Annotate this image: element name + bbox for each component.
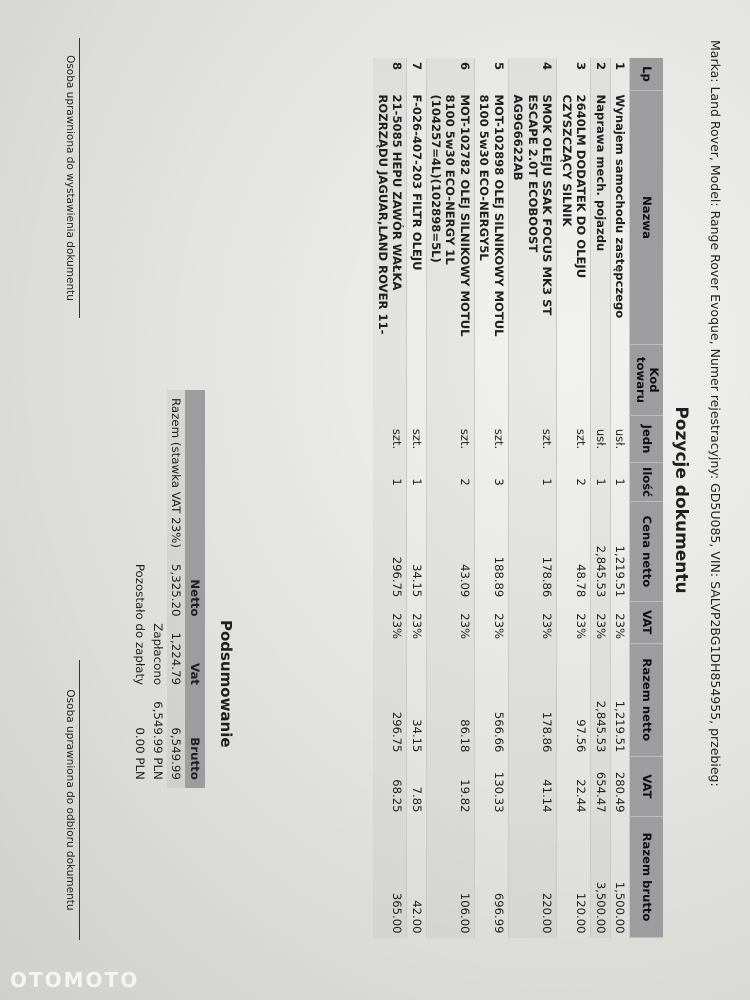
row-jedn: szt. xyxy=(557,416,591,463)
row-razem-brutto: 1,500.00 xyxy=(610,817,629,938)
row-vat: 41.14 xyxy=(508,756,556,816)
row-cena-netto: 2,845.53 xyxy=(591,502,610,602)
pozostalo-label: Pozostało do zapłaty xyxy=(133,563,147,686)
row-ilosc: 1 xyxy=(591,463,610,502)
row-lp: 3 xyxy=(557,58,591,91)
row-lp: 6 xyxy=(426,58,474,91)
row-name: 2640LM DODATEK DO OLEJU CZYSZCZĄCY SILNIK xyxy=(557,91,591,345)
row-lp: 1 xyxy=(610,58,629,91)
table-row xyxy=(591,58,610,938)
positions-table xyxy=(373,58,663,938)
row-razem-netto: 566.66 xyxy=(474,643,508,756)
row-cena-netto: 1,219.51 xyxy=(610,502,629,602)
row-kod xyxy=(508,345,556,416)
row-ilosc: 3 xyxy=(474,463,508,502)
row-cena-netto: 188.89 xyxy=(474,502,508,602)
row-ilosc: 1 xyxy=(407,463,426,502)
row-kod xyxy=(591,345,610,416)
row-razem-brutto: 365.00 xyxy=(373,817,406,938)
row-cena-netto: 43.09 xyxy=(426,502,474,602)
row-razem-netto: 1,219.51 xyxy=(610,643,629,756)
row-razem-netto: 296.75 xyxy=(373,643,406,756)
summary-header-row xyxy=(185,390,205,788)
row-razem-brutto: 696.99 xyxy=(474,817,508,938)
row-jedn: szt. xyxy=(373,416,406,463)
row-vat-rate: 23% xyxy=(373,601,406,643)
row-name: MOT-102782 OLEJ SILNIKOWY MOTUL 8100 5w30 ECO-NERGY 1L (104257=4L)(102898=5L) xyxy=(426,91,474,345)
row-kod xyxy=(426,345,474,416)
positions-header-row xyxy=(630,58,663,938)
row-name: MOT-102898 OLEJ SILNIKOWY MOTUL 8100 5w30 ECO-NERGY5L xyxy=(474,91,508,345)
row-jedn: usł. xyxy=(610,416,629,463)
table-row xyxy=(407,58,426,938)
row-vat: 68.25 xyxy=(373,756,406,816)
row-cena-netto: 48.78 xyxy=(557,502,591,602)
table-row xyxy=(557,58,591,938)
zaplacono-label: Zapłacono xyxy=(151,623,165,686)
row-vat-rate: 23% xyxy=(426,601,474,643)
table-row xyxy=(508,58,556,938)
vehicle-info: Marka: Land Rover, Model: Range Rover Evoque, Numer rejestracyjny: GD5U085, VIN: SALVP2BG1DH854955, przebieg: xyxy=(708,40,723,787)
row-lp: 7 xyxy=(407,58,426,91)
row-vat-rate: 23% xyxy=(474,601,508,643)
row-razem-netto: 178.86 xyxy=(508,643,556,756)
row-cena-netto: 178.86 xyxy=(508,502,556,602)
row-jedn: szt. xyxy=(508,416,556,463)
row-vat: 130.33 xyxy=(474,756,508,816)
row-kod xyxy=(407,345,426,416)
row-jedn: szt. xyxy=(426,416,474,463)
row-vat: 280.49 xyxy=(610,756,629,816)
zaplacono-value: 6,549.99 PLN xyxy=(151,701,165,780)
row-jedn: szt. xyxy=(474,416,508,463)
col-jedn: Jedn xyxy=(630,416,663,463)
row-ilosc: 1 xyxy=(373,463,406,502)
positions-body xyxy=(373,58,630,938)
row-razem-brutto: 106.00 xyxy=(426,817,474,938)
row-name: Naprawa mech. pojazdu xyxy=(591,91,610,345)
row-vat: 654.47 xyxy=(591,756,610,816)
summary-col-vat: Vat xyxy=(185,625,205,694)
summary-row-zaplacono xyxy=(149,390,167,788)
col-vat: VAT xyxy=(630,756,663,816)
row-cena-netto: 296.75 xyxy=(373,502,406,602)
col-ilosc: Ilość xyxy=(630,463,663,502)
row-kod xyxy=(373,345,406,416)
row-vat-rate: 23% xyxy=(591,601,610,643)
col-razem-brutto: Razem brutto xyxy=(630,817,663,938)
row-kod xyxy=(474,345,508,416)
signature-receiver: Osoba uprawniona do odbioru dokumentu xyxy=(64,660,80,940)
row-ilosc: 1 xyxy=(610,463,629,502)
row-razem-brutto: 42.00 xyxy=(407,817,426,938)
row-razem-brutto: 220.00 xyxy=(508,817,556,938)
row-name: F-026-407-203 FILTR OLEJU xyxy=(407,91,426,345)
row-jedn: szt. xyxy=(407,416,426,463)
row-kod xyxy=(557,345,591,416)
row-lp: 5 xyxy=(474,58,508,91)
col-name: Nazwa xyxy=(630,91,663,345)
row-ilosc: 2 xyxy=(557,463,591,502)
row-razem-netto: 34.15 xyxy=(407,643,426,756)
row-razem-netto: 97.56 xyxy=(557,643,591,756)
summary-col-label xyxy=(185,390,205,556)
row-lp: 8 xyxy=(373,58,406,91)
row-jedn: usł. xyxy=(591,416,610,463)
summary-table xyxy=(131,390,205,788)
row-vat-rate: 23% xyxy=(610,601,629,643)
summary-row-razem xyxy=(167,390,185,788)
col-kod: Kod towaru xyxy=(630,345,663,416)
otomoto-watermark: OTOMOTO xyxy=(10,968,140,992)
summary-row-pozostalo xyxy=(131,390,149,788)
row-vat-rate: 23% xyxy=(557,601,591,643)
table-row xyxy=(426,58,474,938)
razem-netto: 5,325.20 xyxy=(167,556,185,625)
row-razem-brutto: 120.00 xyxy=(557,817,591,938)
summary-col-brutto: Brutto xyxy=(185,693,205,788)
col-lp: Lp xyxy=(630,58,663,91)
summary-col-netto: Netto xyxy=(185,556,205,625)
row-vat: 7.85 xyxy=(407,756,426,816)
row-name: 21-5085 HEPU ZAWÓR WAŁKA ROZRZĄDU JAGUAR,LAND ROVER 11- xyxy=(373,91,406,345)
row-ilosc: 2 xyxy=(426,463,474,502)
row-vat: 22.44 xyxy=(557,756,591,816)
summary-title: Podsumowanie xyxy=(217,620,235,748)
razem-label: Razem (stawka VAT 23%) xyxy=(167,390,185,556)
table-row xyxy=(373,58,406,938)
row-lp: 2 xyxy=(591,58,610,91)
razem-brutto: 6,549.99 xyxy=(167,693,185,788)
row-cena-netto: 34.15 xyxy=(407,502,426,602)
row-razem-brutto: 3,500.00 xyxy=(591,817,610,938)
row-name: Wynajem samochodu zastępczego xyxy=(610,91,629,345)
row-razem-netto: 2,845.53 xyxy=(591,643,610,756)
positions-title: Pozycje dokumentu xyxy=(671,406,691,594)
razem-vat: 1,224.79 xyxy=(167,625,185,694)
col-cena-netto: Cena netto xyxy=(630,502,663,602)
row-ilosc: 1 xyxy=(508,463,556,502)
col-vat-rate: VAT xyxy=(630,601,663,643)
row-name: SMOK OLEJU SSAK FOCUS MK3 ST ESCAPE 2.0T ECOBOOST AG9G6622AB xyxy=(508,91,556,345)
row-vat-rate: 23% xyxy=(508,601,556,643)
document-sheet xyxy=(15,30,735,970)
row-vat-rate: 23% xyxy=(407,601,426,643)
row-kod xyxy=(610,345,629,416)
signature-issuer: Osoba uprawniona do wystawienia dokumentu xyxy=(64,38,80,318)
pozostalo-value: 0.00 PLN xyxy=(133,727,147,780)
row-razem-netto: 86.18 xyxy=(426,643,474,756)
col-razem-netto: Razem netto xyxy=(630,643,663,756)
table-row xyxy=(610,58,629,938)
row-lp: 4 xyxy=(508,58,556,91)
table-row xyxy=(474,58,508,938)
row-vat: 19.82 xyxy=(426,756,474,816)
